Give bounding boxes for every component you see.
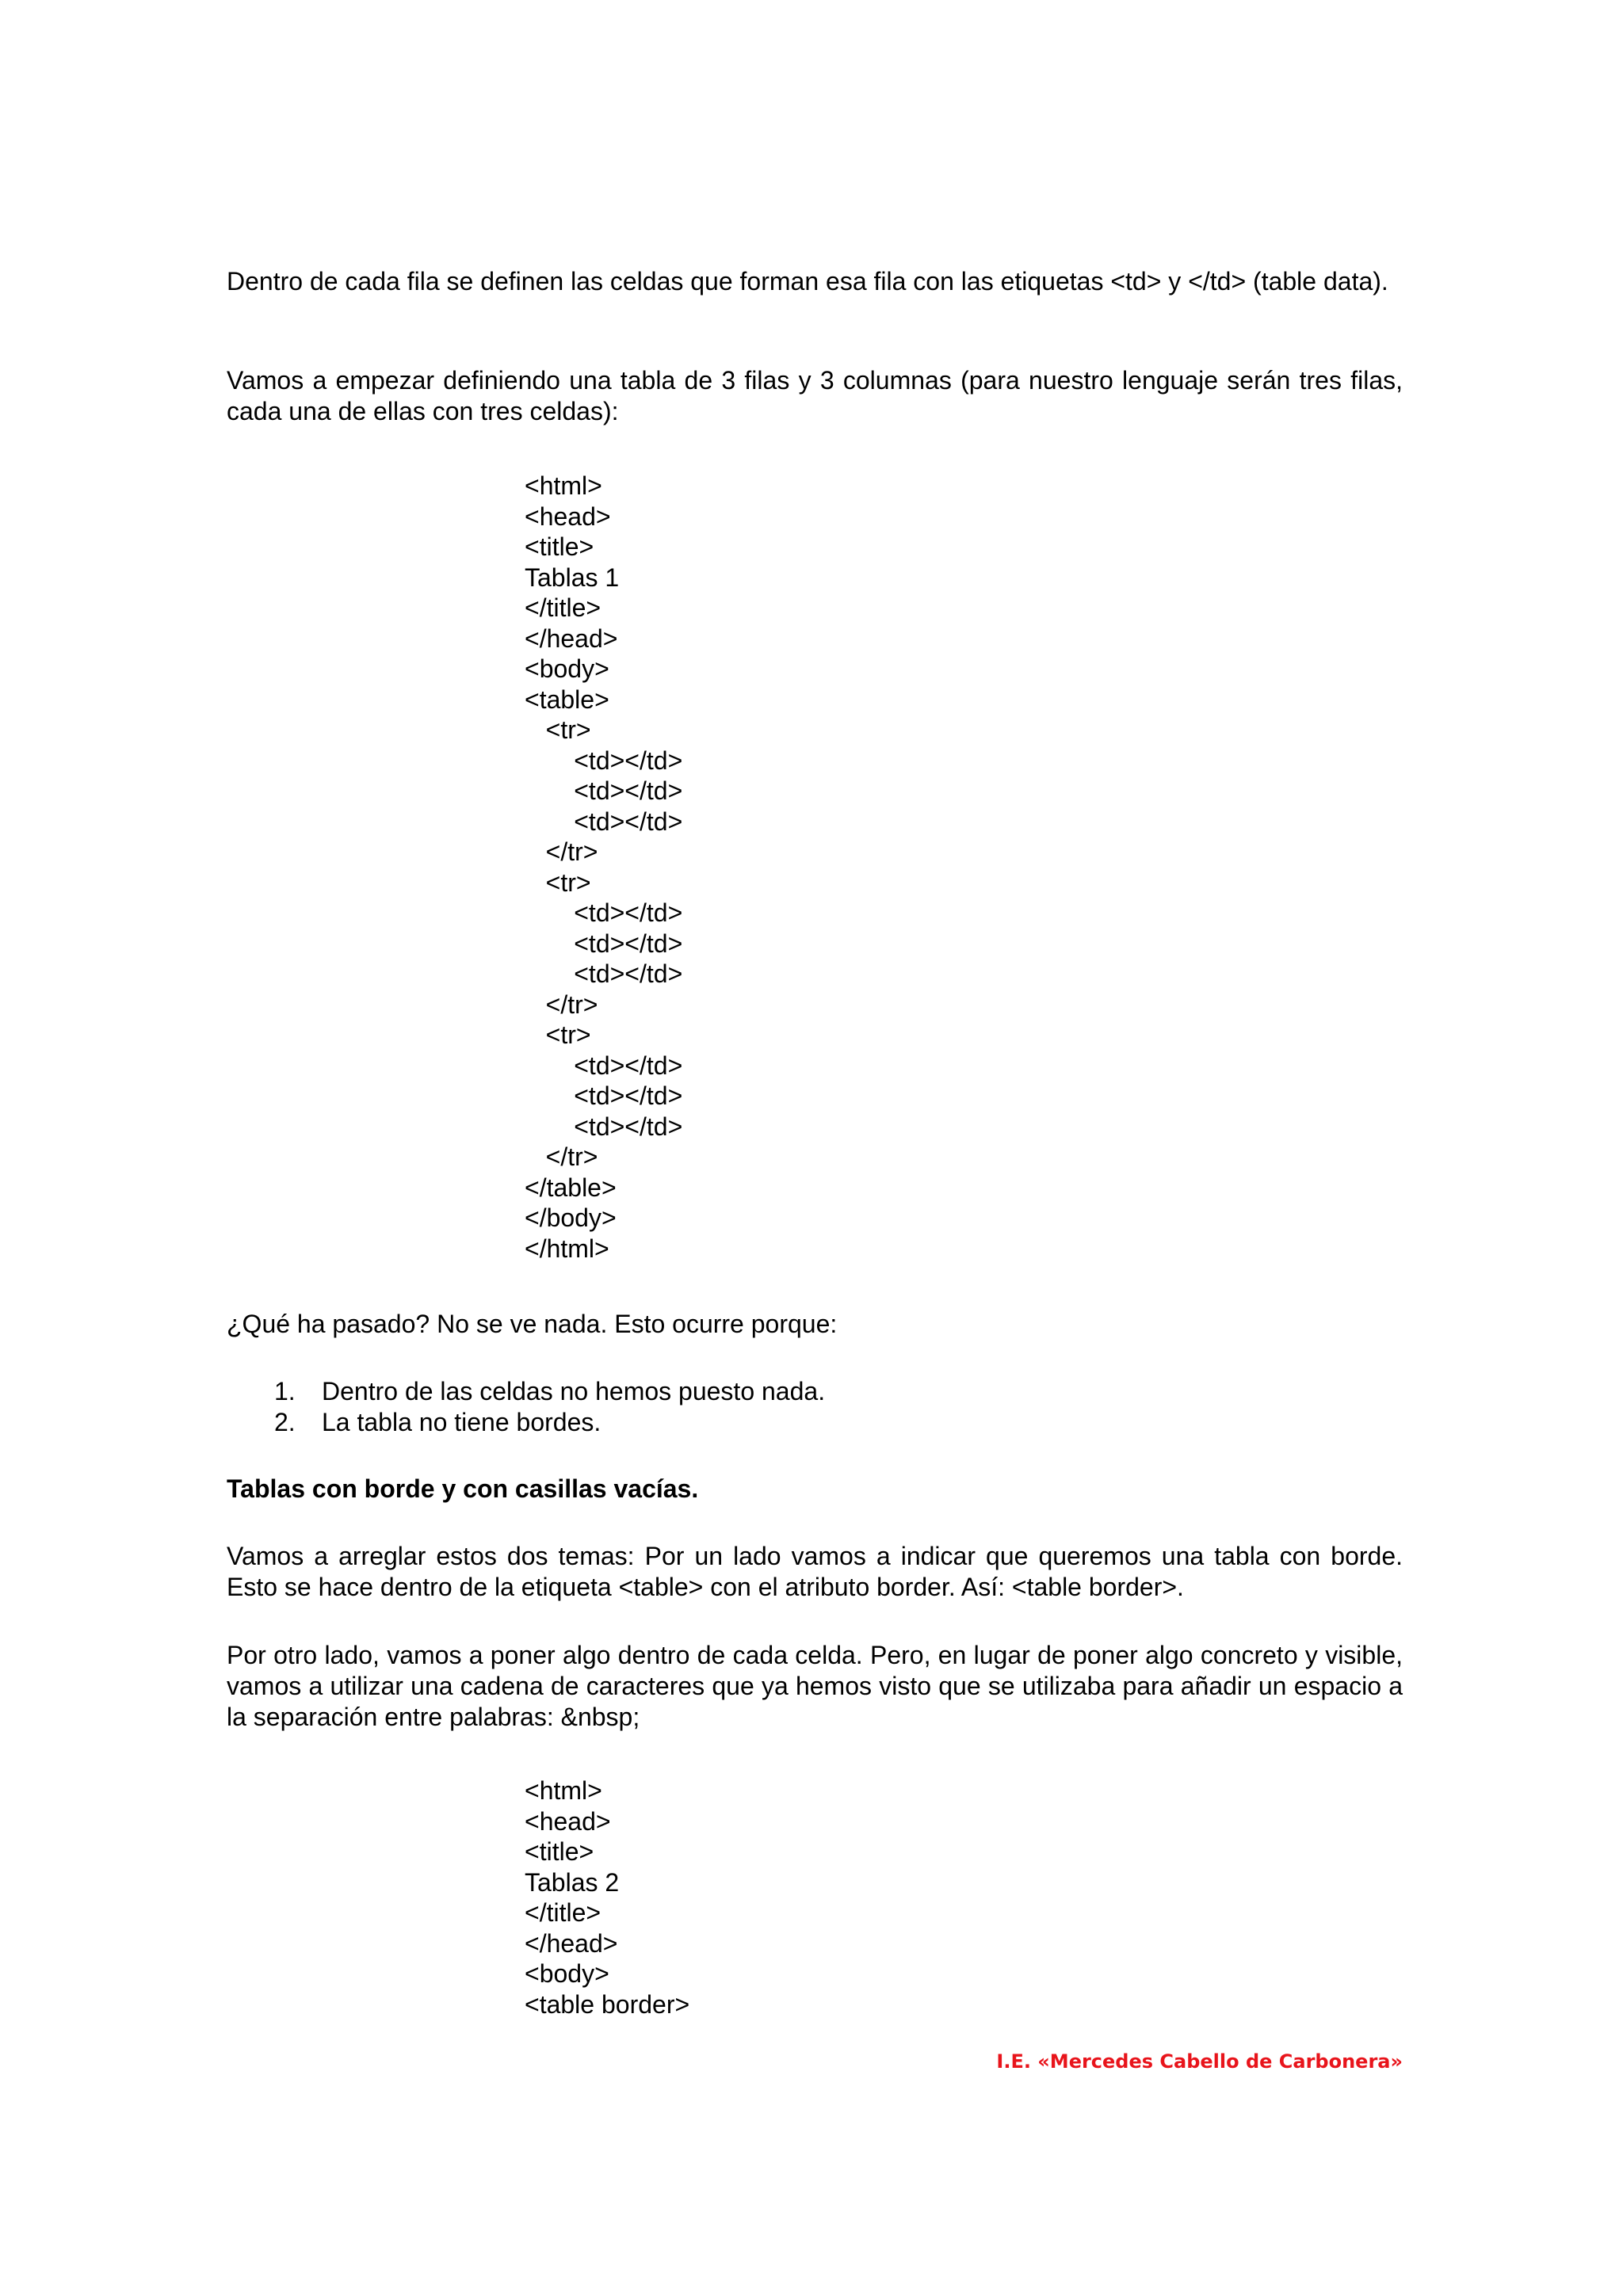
code-line: <td></td> [525,1051,683,1080]
code-line: <head> [525,1806,611,1836]
section-heading: Tablas con borde y con casillas vacías. [227,1474,699,1503]
list-marker: 2. [274,1408,296,1436]
list-item-text: Dentro de las celdas no hemos puesto nada. [322,1377,826,1405]
paragraph-border: Vamos a arreglar estos dos temas: Por un lado vamos a indicar que queremos una tabla con borde. Esto se hace dentro de la etiqueta <table> con el atributo border. Así: <table border>. [227,1542,1403,1601]
code-line: </tr> [525,837,598,866]
code-line: </head> [525,1928,618,1958]
code-line: <td></td> [525,746,683,775]
code-line: <td></td> [525,776,683,805]
paragraph-question: ¿Qué ha pasado? No se ve nada. Esto ocurre porque: [227,1310,838,1338]
code-line: <html> [525,471,602,500]
code-line: <title> [525,1837,594,1866]
code-line: <html> [525,1776,602,1805]
code-line: <table border> [525,1989,690,2019]
code-line: </title> [525,1898,601,1927]
code-line: <tr> [525,715,591,744]
code-line: <tr> [525,868,591,897]
code-line: <td></td> [525,929,683,958]
paragraph-table-data: Dentro de cada fila se definen las celdas que forman esa fila con las etiquetas <td> y </td> (table data). [227,267,1388,296]
code-line: </tr> [525,990,598,1019]
code-line: Tablas 2 [525,1867,620,1897]
code-line: <td></td> [525,1081,683,1110]
code-line: </title> [525,593,601,622]
code-line: <table> [525,685,609,714]
code-line: </tr> [525,1142,598,1171]
code-line: <head> [525,502,611,531]
school-footer: I.E. «Mercedes Cabello de Carbonera» [996,2050,1403,2073]
code-line: Tablas 1 [525,563,620,592]
code-line: <tr> [525,1020,591,1049]
code-line: <body> [525,654,609,683]
code-line: </table> [525,1173,617,1202]
code-line: <td></td> [525,807,683,836]
code-line: <td></td> [525,898,683,927]
code-line: </body> [525,1203,617,1232]
code-line: <body> [525,1959,609,1988]
code-example-tablas-1 [525,471,682,1264]
code-line: <td></td> [525,959,683,988]
list-marker: 1. [274,1377,296,1405]
code-line: </html> [525,1234,609,1263]
list-item-text: La tabla no tiene bordes. [322,1408,601,1436]
paragraph-intro-table: Vamos a empezar definiendo una tabla de 3 filas y 3 columnas (para nuestro lenguaje serán tres filas, cada una de ellas con tres celdas): [227,366,1403,425]
paragraph-nbsp: Por otro lado, vamos a poner algo dentro de cada celda. Pero, en lugar de poner algo concreto y visible, vamos a utilizar una cadena de caracteres que ya hemos visto que se utilizaba para añadir un espacio a la separación entre palabras: &nbsp; [227,1641,1403,1731]
code-line: </head> [525,624,618,653]
code-line: <td></td> [525,1112,683,1141]
code-line: <title> [525,532,594,561]
code-example-tablas-2 [525,1775,689,2019]
